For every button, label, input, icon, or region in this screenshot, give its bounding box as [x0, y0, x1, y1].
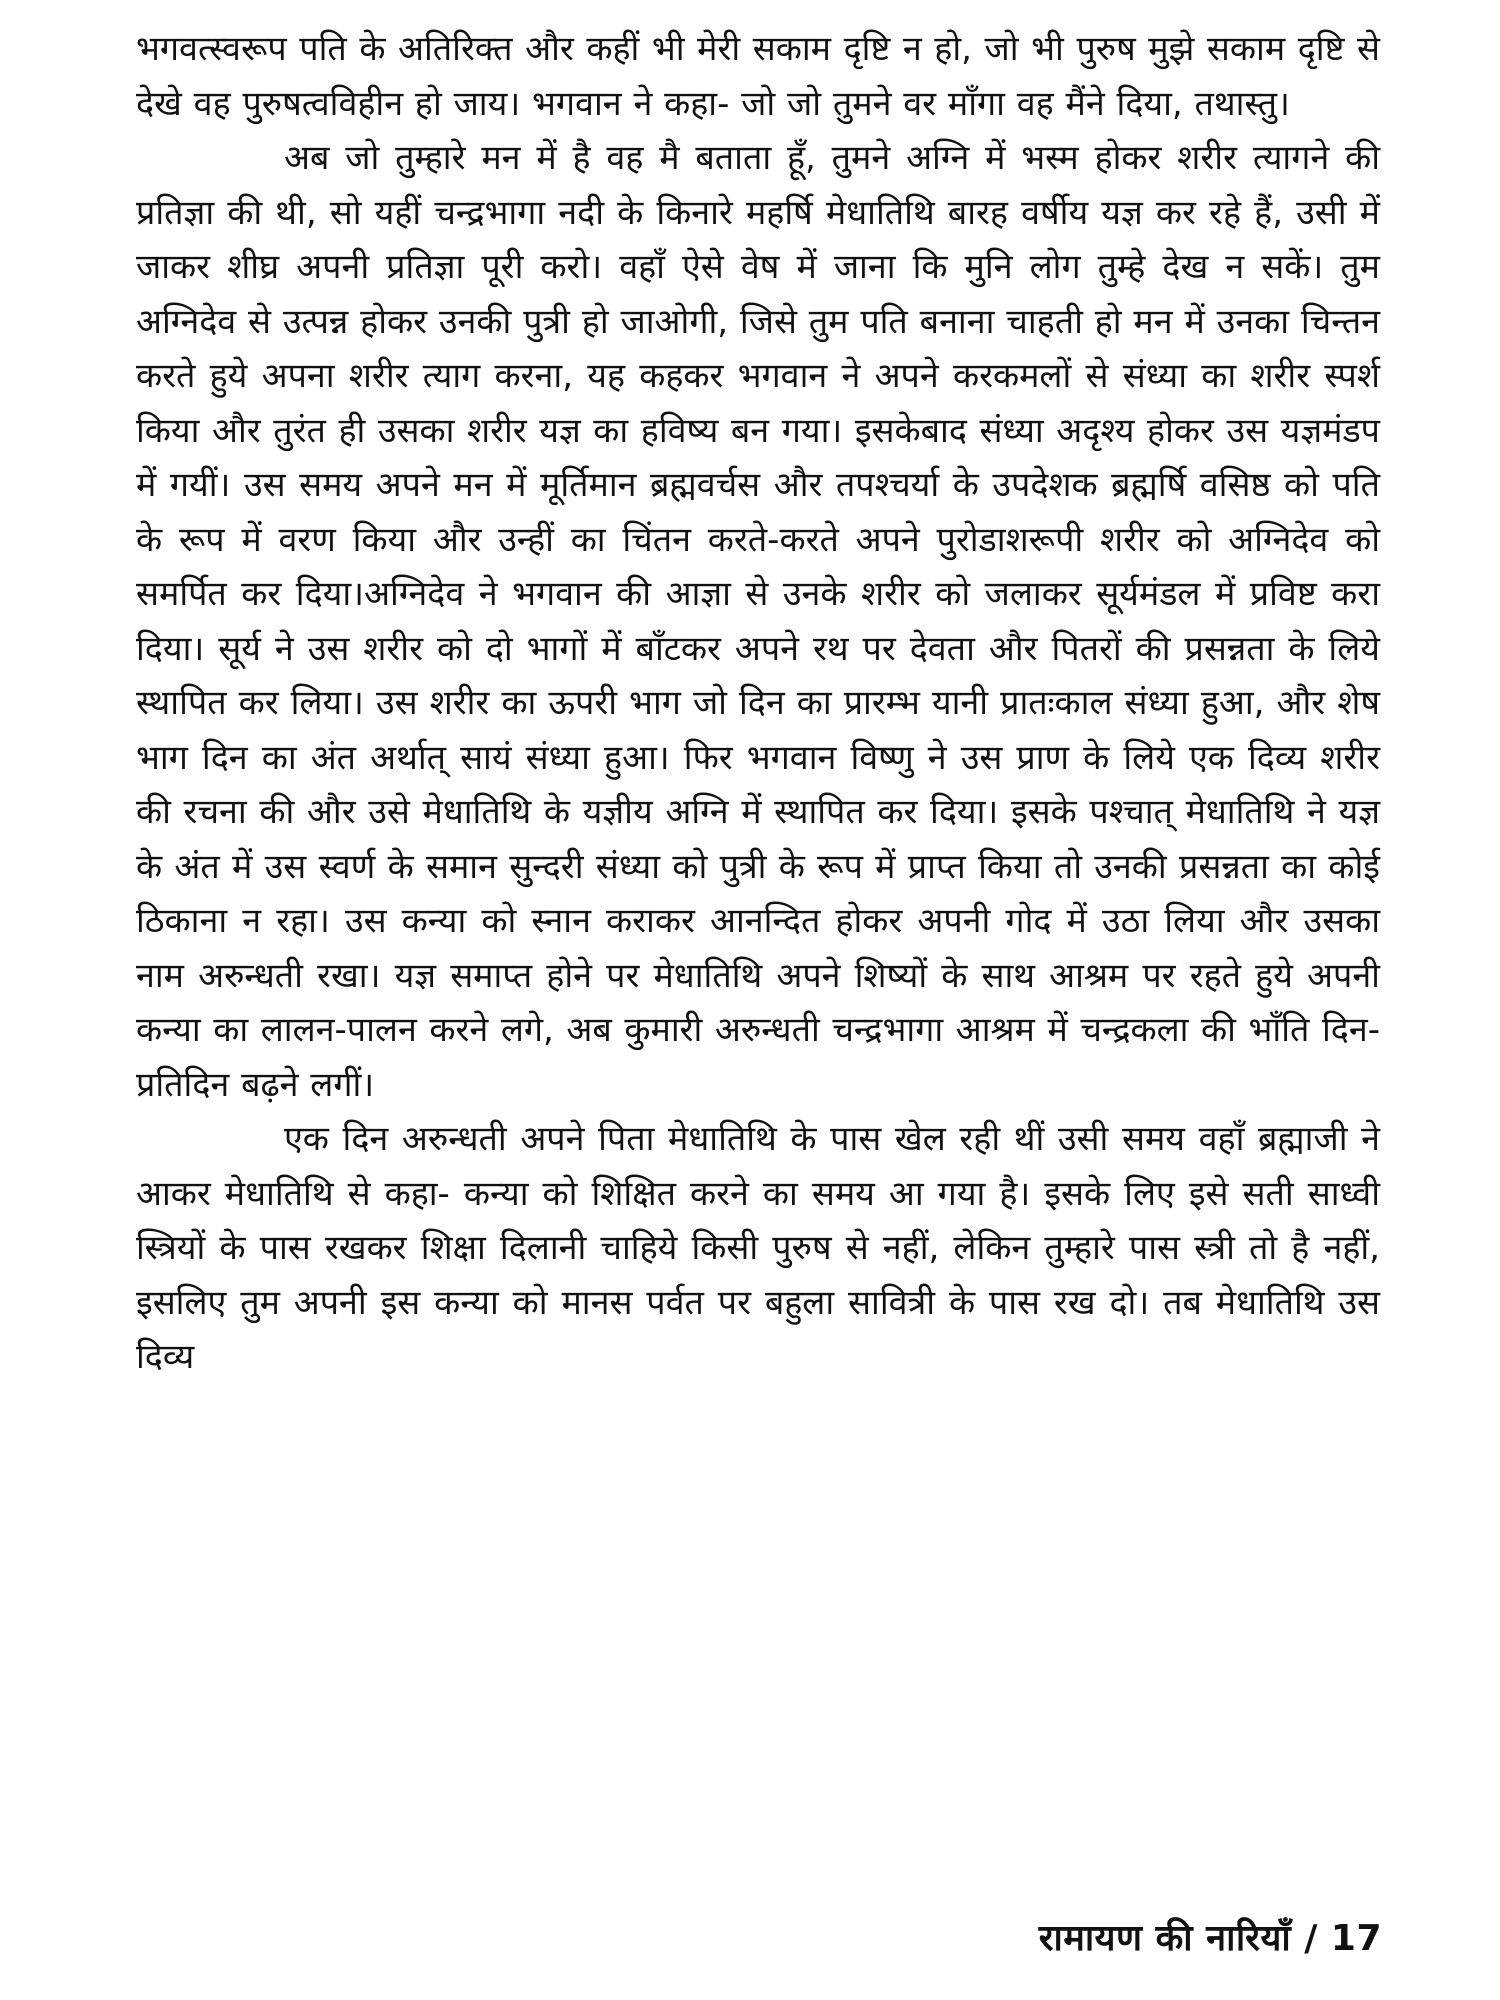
page-footer-title-and-number: रामायण की नारियाँ / 17	[1038, 1918, 1382, 1959]
paragraph-continued: भगवत्स्वरूप पति के अतिरिक्त और कहीं भी मेरी सकाम दृष्टि न हो, जो भी पुरुष मुझे सकाम दृष्टि से देखे वह पुरुषत्वविहीन हो जाय। भगवान ने कहा- जो जो तुमने वर माँगा वह मैंने दिया, तथास्तु।	[136, 29, 1380, 124]
paragraph-arundhati-education: एक दिन अरुन्धती अपने पिता मेधातिथि के पास खेल रही थीं उसी समय वहाँ ब्रह्माजी ने आकर मेधातिथि से कहा- कन्या को शिक्षित करने का समय आ गया है। इसके लिए इसे सती साध्वी स्त्रियों के पास रखकर शिक्षा दिलानी चाहिये किसी पुरुष से नहीं, लेकिन तुम्हारे पास स्त्री तो है नहीं, इसलिए तुम अपनी इस कन्या को मानस पर्वत पर बहुला सावित्री के पास रख दो। तब मेधातिथि उस दिव्य	[136, 1119, 1380, 1377]
paragraph-sandhya-sacrifice: अब जो तुम्हारे मन में है वह मै बताता हूँ, तुमने अग्नि में भस्म होकर शरीर त्यागने की प्रतिज्ञा की थी, सो यहीं चन्द्रभागा नदी के किनारे महर्षि मेधातिथि बारह वर्षीय यज्ञ कर रहे हैं, उसी में जाकर शीघ्र अपनी प्रतिज्ञा पूरी करो। वहाँ ऐसे वेष में जाना कि मुनि लोग तुम्हे देख न सकें। तुम अग्निदेव से उत्पन्न होकर उनकी पुत्री हो जाओगी, जिसे तुम पति बनाना चाहती हो मन में उनका चिन्तन करते हुये अपना शरीर त्याग करना, यह कहकर भगवान ने अपने करकमलों से संध्या का शरीर स्पर्श किया और तुरंत ही उसका शरीर यज्ञ का हविष्य बन गया। इसकेबाद संध्या अदृश्य होकर उस यज्ञमंडप में गयीं। उस समय अपने मन में मूर्तिमान ब्रह्मवर्चस और तपश्चर्या के उपदेशक ब्रह्मर्षि वसिष्ठ को पति के रूप में वरण किया और उन्हीं का चिंतन करते-करते अपने पुरोडाशरूपी शरीर को अग्निदेव को समर्पित कर दिया।अग्निदेव ने भगवान की आज्ञा से उनके शरीर को जलाकर सूर्यमंडल में प्रविष्ट करा दिया। सूर्य ने उस शरीर को दो भागों में बाँटकर अपने रथ पर देवता और पितरों की प्रसन्नता के लिये स्थापित कर लिया। उस शरीर का ऊपरी भाग जो दिन का प्रारम्भ यानी प्रातःकाल संध्या हुआ, और शेष भाग दिन का अंत अर्थात् सायं संध्या हुआ। फिर भगवान विष्णु ने उस प्राण के लिये एक दिव्य शरीर की रचना की और उसे मेधातिथि के यज्ञीय अग्नि में स्थापित कर दिया। इसके पश्चात् मेधातिथि ने यज्ञ के अंत में उस स्वर्ण के समान सुन्दरी संध्या को पुत्री के रूप में प्राप्त किया तो उनकी प्रसन्नता का कोई ठिकाना न रहा। उस कन्या को स्नान कराकर आनन्दित होकर अपनी गोद में उठा लिया और उसका नाम अरुन्धती रखा। यज्ञ समाप्त होने पर मेधातिथि अपने शिष्यों के साथ आश्रम पर रहते हुये अपनी कन्या का लालन-पालन करने लगे, अब कुमारी अरुन्धती चन्द्रभागा आश्रम में चन्द्रकला की भाँति दिन-प्रतिदिन बढ़ने लगीं।	[136, 138, 1380, 1105]
body-text	[136, 22, 1380, 1385]
